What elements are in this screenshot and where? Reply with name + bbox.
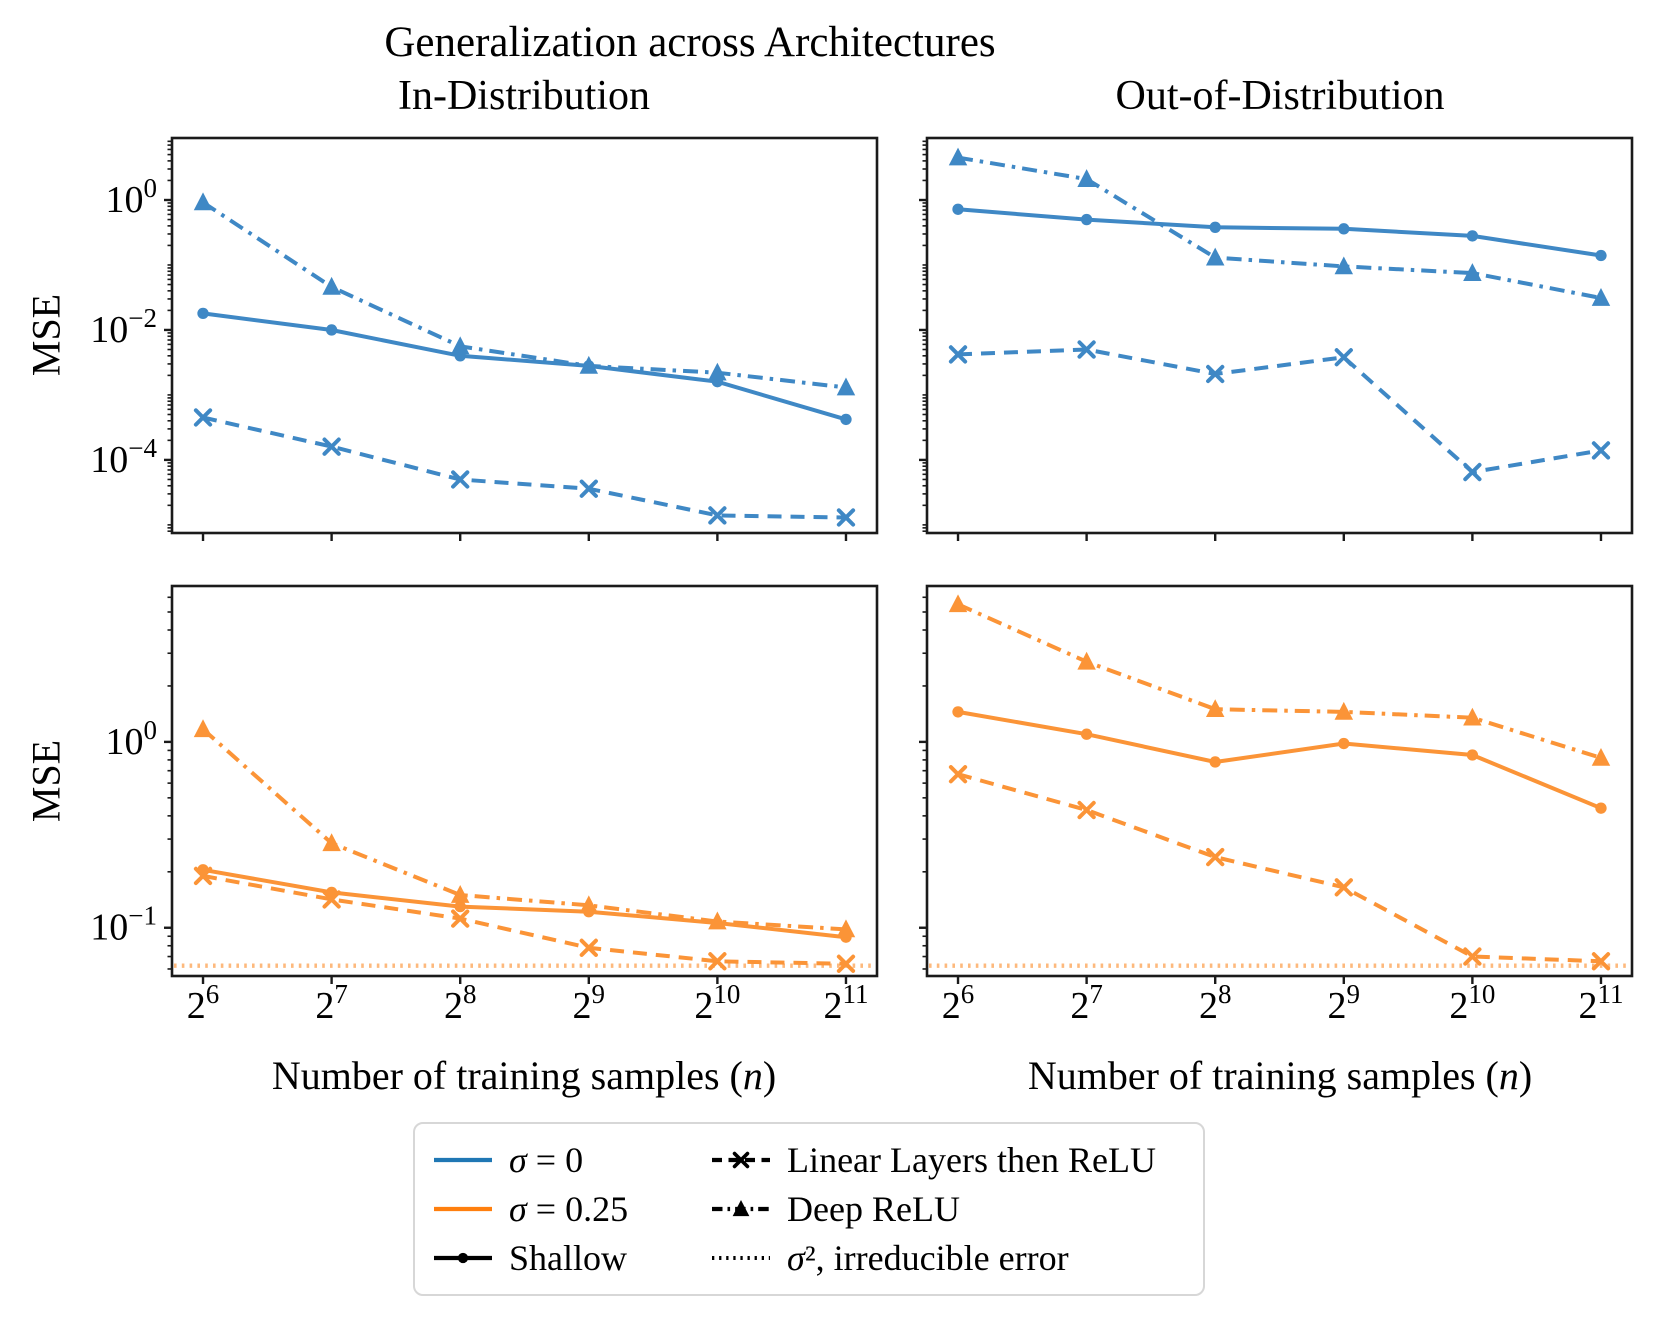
panel-0-in-distribution — [90, 138, 877, 541]
x-tick-label: $2^{11}$ — [1578, 979, 1624, 1027]
triangle-marker — [194, 719, 212, 737]
x-axis-label-left — [272, 1052, 776, 1099]
y-tick-label: $10^{-1}$ — [90, 900, 157, 949]
circle-marker — [1467, 230, 1478, 241]
x-tick-label: $2^7$ — [1070, 979, 1103, 1027]
y-ticks — [90, 141, 172, 531]
x-marker — [1594, 443, 1608, 457]
subplot-title-out-of-distribution: Out-of-Distribution — [1115, 73, 1445, 119]
series-line-shallow — [203, 870, 846, 937]
series-line-linear-layers-then-relu — [203, 876, 846, 964]
y-tick-label: $10^0$ — [105, 714, 157, 763]
series-markers-linear-layers-then-relu — [196, 410, 853, 524]
x-axis-label-right — [1028, 1052, 1532, 1099]
legend-circle-solid-line-icon — [431, 1244, 495, 1272]
axes-spines — [927, 138, 1632, 533]
legend — [413, 1122, 1205, 1296]
series-line-deep-relu — [203, 729, 846, 929]
circle-marker — [1210, 222, 1221, 233]
axes-spines — [172, 586, 877, 976]
series-line-deep-relu — [958, 604, 1601, 758]
triangle-marker — [322, 277, 340, 295]
series-line-shallow — [958, 712, 1601, 808]
legend-triangle-dashdot-line-icon — [709, 1195, 773, 1223]
circle-marker — [1081, 214, 1092, 225]
panel-1-out-of-distribution — [919, 138, 1632, 541]
legend-entry-0 — [431, 1139, 655, 1181]
legend-label: Shallow — [509, 1237, 628, 1278]
legend-entry-shallow — [431, 1237, 655, 1279]
x-tick-label: $2^7$ — [315, 979, 348, 1027]
x-tick-label: $2^9$ — [1327, 979, 1361, 1027]
legend-entry-0-25 — [431, 1188, 655, 1230]
x-axis-label-variable: n — [1498, 1053, 1519, 1098]
circle-marker — [952, 706, 963, 717]
panel-3-0-25 — [919, 586, 1632, 1027]
x-tick-label: $2^6$ — [186, 979, 220, 1027]
legend-dotted-line-icon — [709, 1244, 773, 1272]
circle-marker — [1595, 802, 1606, 813]
series-line-shallow — [958, 209, 1601, 255]
series-markers-linear-layers-then-relu — [951, 767, 1608, 968]
circle-marker — [952, 204, 963, 215]
legend-entry-irreducible-error — [709, 1237, 1183, 1279]
triangle-marker — [194, 192, 212, 210]
x-tick-label: $2^6$ — [941, 979, 975, 1027]
series-line-shallow — [203, 313, 846, 419]
x-tick-label: $2^9$ — [572, 979, 606, 1027]
series-markers-shallow — [952, 204, 1606, 262]
x-marker — [1337, 350, 1351, 364]
circle-marker — [1081, 729, 1092, 740]
triangle-marker — [1077, 169, 1095, 187]
panel-2-0-25 — [90, 586, 877, 1027]
x-tick-label: $2^8$ — [443, 979, 477, 1027]
circle-marker — [840, 414, 851, 425]
triangle-marker — [837, 378, 855, 396]
series-line-linear-layers-then-relu — [203, 418, 846, 518]
axes-spines — [927, 586, 1632, 976]
subplot-title-in-distribution: In-Distribution — [398, 73, 650, 119]
x-axis-label-variable: n — [742, 1053, 763, 1098]
series-markers-deep-relu — [949, 594, 1610, 765]
legend-label: σ = 0.25 — [509, 1188, 629, 1229]
x-axis-label-close: ) — [762, 1053, 777, 1098]
circle-marker — [197, 308, 208, 319]
circle-marker — [1595, 250, 1606, 261]
legend-label: Linear Layers then ReLU — [787, 1140, 1157, 1181]
x-axis-label-text: Number of training samples ( — [271, 1053, 743, 1098]
series-markers-linear-layers-then-relu — [951, 342, 1608, 479]
series-markers-deep-relu — [194, 719, 855, 937]
circle-marker — [326, 324, 337, 335]
series-line-linear-layers-then-relu — [958, 350, 1601, 473]
x-tick-label: $2^{10}$ — [694, 979, 741, 1027]
x-marker — [1465, 465, 1479, 479]
triangle-marker — [322, 833, 340, 851]
legend-label: σ², irreducible error — [787, 1237, 1069, 1278]
x-axis-label-close: ) — [1518, 1053, 1533, 1098]
y-tick-label: $10^{-4}$ — [90, 432, 157, 481]
x-axis-label-text: Number of training samples ( — [1027, 1053, 1499, 1098]
legend-entry-linear-layers-then-relu — [709, 1139, 1183, 1181]
y-axis-label-bottom: MSE — [23, 739, 69, 823]
x-tick-label: $2^8$ — [1198, 979, 1232, 1027]
x-ticks — [187, 976, 869, 1027]
circle-marker — [1338, 223, 1349, 234]
y-tick-label: $10^{-2}$ — [90, 302, 157, 351]
legend-entry-deep-relu — [709, 1188, 1183, 1230]
x-ticks — [942, 976, 1624, 1027]
triangle-marker — [949, 594, 967, 612]
x-tick-label: $2^{11}$ — [823, 979, 869, 1027]
triangle-marker — [949, 148, 967, 166]
figure-title: Generalization across Architectures — [384, 19, 996, 66]
y-ticks — [90, 597, 172, 969]
legend-solid-line-icon — [431, 1146, 495, 1174]
legend-label: σ = 0 — [509, 1140, 584, 1181]
y-axis-label-top: MSE — [23, 293, 69, 377]
circle-marker — [1210, 756, 1221, 767]
x-tick-label: $2^{10}$ — [1449, 979, 1496, 1027]
triangle-marker — [1206, 248, 1224, 266]
series-markers-shallow — [952, 706, 1606, 814]
legend-marker-circle — [458, 1253, 468, 1263]
legend-label: Deep ReLU — [787, 1188, 961, 1229]
series-line-linear-layers-then-relu — [958, 774, 1601, 961]
series-markers-shallow — [197, 864, 851, 943]
legend-x-dashed-line-icon — [709, 1146, 773, 1174]
circle-marker — [1338, 738, 1349, 749]
series-markers-deep-relu — [194, 192, 855, 395]
circle-marker — [1467, 749, 1478, 760]
legend-solid-line-icon — [431, 1195, 495, 1223]
y-tick-label: $10^0$ — [105, 173, 157, 222]
axes-spines — [172, 138, 877, 533]
